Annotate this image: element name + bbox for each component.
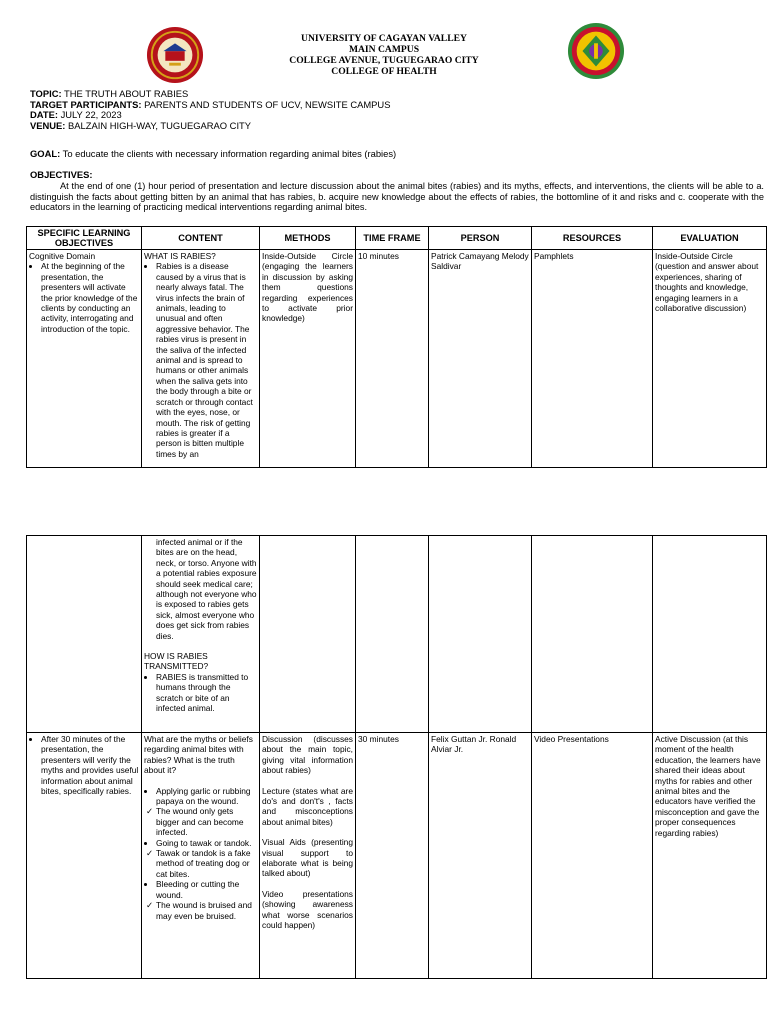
date-value: JULY 22, 2023 [60,109,122,120]
myth-item: • Going to tawak or tandok. [156,838,257,848]
target-value: PARENTS AND STUDENTS OF UCV, NEWSITE CAMPUS [144,98,391,110]
topic-label: TOPIC: [30,88,62,99]
lesson-plan-table-part1 [26,226,767,468]
header-content: CONTENT [142,227,260,250]
lesson-plan-table-part2 [26,535,767,979]
header-methods: METHODS [260,227,356,250]
method-discussion: Discussion (discusses about the main topic, giving vital information about rabies) [262,734,353,776]
header-person: PERSON [429,227,532,250]
truth-item: ✓ The wound only gets bigger and can become infected. [156,806,257,837]
content-heading: WHAT IS RABIES? [144,251,216,261]
person-cell: Patrick Camayang Melody Saldivar [429,250,532,468]
target-row [30,100,740,111]
content-text: • Rabies is a disease caused by a virus that is nearly always fatal. The virus infects the brain of animals, leading to unusual and often aggressive behavior. The rabies virus is present in the saliva of the infected animal and is spread to humans or other animals when the saliva gets into the body through a bite or scratch or through contact with the eyes, nose, or mouth. The risk of getting rabies is greater if a person is bitten multiple times by an [156,261,257,459]
table-row [27,536,767,733]
content-continued: infected animal or if the bites are on the head, neck, or torso. Anyone with a potential rabies exposure should seek medical care; although not everyone who is exposed to rabies gets sick, almost everyone who does get sick from rabies dies. [156,537,257,641]
objective-text: • At the beginning of the presentation, the presenters will activate the prior knowledge of the clients by conducting an activity, interrogating and introduction of the topic. [41,261,139,334]
content-cell [142,250,260,468]
transmit-heading: HOW IS RABIES TRANSMITTED? [144,651,209,672]
evaluation-cell: Inside-Outside Circle (question and answer about experiences, sharing of thoughts and knowledge, engaging learners in a collaborative discussion) [653,250,767,468]
evaluation-cell [653,536,767,733]
methods-cell: Inside-Outside Circle (engaging the learners in discussion by asking them questions regarding experiences to activate prior knowledge) [260,250,356,468]
table-header-row [27,227,767,250]
objectives-label: OBJECTIVES: [30,169,93,180]
resources-cell: Video Presentations [532,733,653,979]
objective-cell [27,536,142,733]
date-label: DATE: [30,109,58,120]
person-cell [429,536,532,733]
venue-label: VENUE: [30,119,66,131]
plan-info [30,89,740,131]
university-header [0,33,768,77]
content-cell [142,733,260,979]
goal-text: To educate the clients with necessary information regarding animal bites (rabies) [62,148,397,159]
objective-text: • After 30 minutes of the presentation, the presenters will verify the myths and provides useful information about animal bites, specifically rabies. [41,734,139,796]
method-visual-aids: Visual Aids (presenting visual support to elaborate what is being talked about) [262,837,353,879]
college-name: COLLEGE OF HEALTH [331,66,437,77]
venue-row [30,121,740,132]
venue-value: BALZAIN HIGH-WAY, TUGUEGARAO CITY [68,119,252,131]
goal-row [30,148,396,159]
content-cell [142,536,260,733]
header-time-frame: TIME FRAME [356,227,429,250]
table-row [27,250,767,468]
header-resources: RESOURCES [532,227,653,250]
university-name: UNIVERSITY OF CAGAYAN VALLEY [301,33,467,44]
topic-value: THE TRUTH ABOUT RABIES [64,88,189,99]
myth-item: • Bleeding or cutting the wound. [156,879,257,900]
myth-item: • Applying garlic or rubbing papaya on the wound. [156,786,257,807]
time-frame-cell [356,536,429,733]
objectives-text: At the end of one (1) hour period of presentation and lecture discussion about the animal bites (rabies) and its myths, effects, and interventions, the clients will be able to a. distinguish the facts about getting bitten by an animal that has rabies, b. acquire new knowledge about the effects of rabies, the bottomline of it and risks and c. cooperate with the educators in the learning of practicing medical interventions regarding animal bites. [30,181,764,212]
methods-cell [260,536,356,733]
target-label: TARGET PARTICIPANTS: [30,98,142,110]
myths-intro: What are the myths or beliefs regarding animal bites with rabies? What is the truth about it? [144,734,253,776]
method-lecture: Lecture (states what are do's and don't's , facts and misconceptions about animal bites) [262,785,353,827]
domain-label: Cognitive Domain [29,251,96,261]
truth-item: ✓ The wound is bruised and may even be bruised. [156,900,257,921]
resources-cell: Pamphlets [532,250,653,468]
methods-cell [260,733,356,979]
truth-item: ✓ Tawak or tandok is a fake method of treating dog or cat bites. [156,848,257,879]
transmit-text: • RABIES is transmitted to humans through the scratch or bite of an infected animal. [156,672,257,714]
time-frame-cell: 30 minutes [356,733,429,979]
table-row [27,733,767,979]
objective-cell [27,733,142,979]
method-video: Video presentations (showing awareness what worse scenarios could happen) [262,888,353,931]
person-cell: Felix Guttan Jr. Ronald Alviar Jr. [429,733,532,979]
campus-name: MAIN CAMPUS [348,44,420,55]
goal-label: GOAL: [30,148,61,159]
time-frame-cell: 10 minutes [356,250,429,468]
objective-cell [27,250,142,468]
resources-cell [532,536,653,733]
header-objectives: SPECIFIC LEARNING OBJECTIVES [27,227,142,250]
header-evaluation: EVALUATION [653,227,767,250]
campus-address: COLLEGE AVENUE, TUGUEGARAO CITY [289,55,479,66]
evaluation-cell: Active Discussion (at this moment of the health education, the learners have shared their ideas about myths for rabies and other animal bites and the educators have verified the misconception and gave the proper consequences regarding rabies) [653,733,767,979]
